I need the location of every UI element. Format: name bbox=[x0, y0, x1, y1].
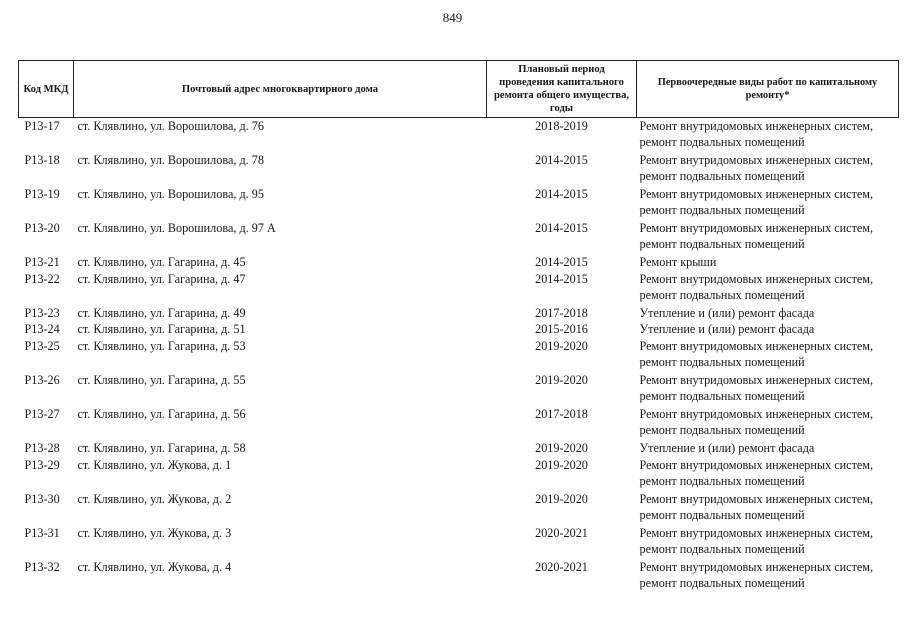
cell-code: Р13-26 bbox=[24, 373, 60, 387]
works-line: ремонт подвальных помещений bbox=[639, 389, 805, 403]
table-row bbox=[19, 559, 899, 593]
cell-period: 2014-2015 bbox=[535, 255, 588, 269]
works-line: ремонт подвальных помещений bbox=[639, 508, 805, 522]
cell-address: ст. Клявлино, ул. Гагарина, д. 47 bbox=[77, 272, 246, 286]
header-code: Код МКД bbox=[19, 61, 74, 118]
cell-works bbox=[637, 321, 899, 338]
table-row bbox=[19, 406, 899, 440]
works-line: Ремонт внутридомовых инженерных систем, bbox=[639, 492, 874, 506]
cell-period: 2020-2021 bbox=[535, 560, 588, 574]
cell-code: Р13-17 bbox=[24, 119, 60, 133]
cell-period: 2019-2020 bbox=[535, 339, 588, 353]
works-line: ремонт подвальных помещений bbox=[639, 237, 805, 251]
cell-code: Р13-29 bbox=[24, 458, 60, 472]
table-body bbox=[19, 118, 899, 594]
header-period: Плановый период проведения капитального ремонта общего имущества, годы bbox=[487, 61, 637, 118]
works-line: ремонт подвальных помещений bbox=[639, 542, 805, 556]
works-line: Ремонт внутридомовых инженерных систем, bbox=[639, 153, 874, 167]
cell-works bbox=[637, 186, 899, 220]
table-header bbox=[19, 61, 899, 118]
works-line: ремонт подвальных помещений bbox=[639, 474, 805, 488]
cell-works bbox=[637, 525, 899, 559]
cell-period: 2018-2019 bbox=[535, 119, 588, 133]
table-row bbox=[19, 321, 899, 338]
cell-period: 2019-2020 bbox=[535, 458, 588, 472]
cell-address: ст. Клявлино, ул. Гагарина, д. 49 bbox=[77, 306, 246, 320]
cell-works bbox=[637, 305, 899, 321]
works-line: Утепление и (или) ремонт фасада bbox=[639, 306, 815, 320]
cell-address: ст. Клявлино, ул. Жукова, д. 2 bbox=[77, 492, 232, 506]
cell-works bbox=[637, 220, 899, 254]
works-line: ремонт подвальных помещений bbox=[639, 355, 805, 369]
works-line: ремонт подвальных помещений bbox=[639, 423, 805, 437]
cell-works bbox=[637, 406, 899, 440]
cell-address: ст. Клявлино, ул. Ворошилова, д. 95 bbox=[77, 187, 264, 201]
cell-code: Р13-19 bbox=[24, 187, 60, 201]
cell-period: 2017-2018 bbox=[535, 306, 588, 320]
table-row bbox=[19, 152, 899, 186]
registry-table bbox=[18, 60, 899, 593]
table-row bbox=[19, 491, 899, 525]
cell-works bbox=[637, 271, 899, 305]
cell-code: Р13-20 bbox=[24, 221, 60, 235]
table-row bbox=[19, 457, 899, 491]
works-line: Ремонт внутридомовых инженерных систем, bbox=[639, 272, 874, 286]
cell-period: 2019-2020 bbox=[535, 441, 588, 455]
cell-code: Р13-24 bbox=[24, 322, 60, 336]
cell-code: Р13-22 bbox=[24, 272, 60, 286]
works-line: Утепление и (или) ремонт фасада bbox=[639, 322, 815, 336]
works-line: ремонт подвальных помещений bbox=[639, 135, 805, 149]
cell-period: 2017-2018 bbox=[535, 407, 588, 421]
cell-address: ст. Клявлино, ул. Гагарина, д. 45 bbox=[77, 255, 246, 269]
cell-code: Р13-25 bbox=[24, 339, 60, 353]
header-works: Первоочередные виды работ по капитальному ремонту* bbox=[637, 61, 899, 118]
cell-code: Р13-28 bbox=[24, 441, 60, 455]
cell-period: 2014-2015 bbox=[535, 187, 588, 201]
cell-works bbox=[637, 118, 899, 153]
table-row bbox=[19, 271, 899, 305]
cell-address: ст. Клявлино, ул. Жукова, д. 3 bbox=[77, 526, 232, 540]
works-line: Утепление и (или) ремонт фасада bbox=[639, 441, 815, 455]
cell-period: 2015-2016 bbox=[535, 322, 588, 336]
works-line: Ремонт внутридомовых инженерных систем, bbox=[639, 187, 874, 201]
works-line: Ремонт внутридомовых инженерных систем, bbox=[639, 119, 874, 133]
cell-works bbox=[637, 338, 899, 372]
works-line: Ремонт внутридомовых инженерных систем, bbox=[639, 373, 874, 387]
cell-address: ст. Клявлино, ул. Гагарина, д. 53 bbox=[77, 339, 246, 353]
works-line: Ремонт внутридомовых инженерных систем, bbox=[639, 407, 874, 421]
cell-address: ст. Клявлино, ул. Ворошилова, д. 97 А bbox=[77, 221, 276, 235]
works-line: ремонт подвальных помещений bbox=[639, 288, 805, 302]
works-line: Ремонт крыши bbox=[639, 255, 717, 269]
cell-period: 2014-2015 bbox=[535, 221, 588, 235]
works-line: ремонт подвальных помещений bbox=[639, 169, 805, 183]
page-number: 849 bbox=[442, 10, 463, 25]
works-line: Ремонт внутридомовых инженерных систем, bbox=[639, 526, 874, 540]
works-line: Ремонт внутридомовых инженерных систем, bbox=[639, 560, 874, 574]
cell-address: ст. Клявлино, ул. Ворошилова, д. 76 bbox=[77, 119, 264, 133]
works-line: Ремонт внутридомовых инженерных систем, bbox=[639, 339, 874, 353]
cell-address: ст. Клявлино, ул. Гагарина, д. 51 bbox=[77, 322, 246, 336]
cell-period: 2020-2021 bbox=[535, 526, 588, 540]
cell-code: Р13-18 bbox=[24, 153, 60, 167]
table-row bbox=[19, 525, 899, 559]
table-row bbox=[19, 220, 899, 254]
cell-code: Р13-23 bbox=[24, 306, 60, 320]
table-row bbox=[19, 254, 899, 271]
cell-works bbox=[637, 559, 899, 593]
cell-address: ст. Клявлино, ул. Гагарина, д. 55 bbox=[77, 373, 246, 387]
cell-code: Р13-32 bbox=[24, 560, 60, 574]
table-row bbox=[19, 305, 899, 321]
cell-works bbox=[637, 457, 899, 491]
cell-code: Р13-27 bbox=[24, 407, 60, 421]
table-row bbox=[19, 372, 899, 406]
cell-address: ст. Клявлино, ул. Ворошилова, д. 78 bbox=[77, 153, 264, 167]
cell-address: ст. Клявлино, ул. Жукова, д. 4 bbox=[77, 560, 232, 574]
table-row bbox=[19, 118, 899, 153]
cell-works bbox=[637, 254, 899, 271]
cell-code: Р13-30 bbox=[24, 492, 60, 506]
works-line: Ремонт внутридомовых инженерных систем, bbox=[639, 458, 874, 472]
cell-period: 2014-2015 bbox=[535, 153, 588, 167]
cell-works bbox=[637, 152, 899, 186]
cell-period: 2014-2015 bbox=[535, 272, 588, 286]
works-line: ремонт подвальных помещений bbox=[639, 203, 805, 217]
works-line: ремонт подвальных помещений bbox=[639, 576, 805, 590]
table-row bbox=[19, 186, 899, 220]
cell-code: Р13-31 bbox=[24, 526, 60, 540]
cell-period: 2019-2020 bbox=[535, 373, 588, 387]
cell-period: 2019-2020 bbox=[535, 492, 588, 506]
cell-address: ст. Клявлино, ул. Гагарина, д. 56 bbox=[77, 407, 246, 421]
cell-works bbox=[637, 440, 899, 457]
cell-works bbox=[637, 372, 899, 406]
table-row bbox=[19, 440, 899, 457]
cell-address: ст. Клявлино, ул. Гагарина, д. 58 bbox=[77, 441, 246, 455]
cell-address: ст. Клявлино, ул. Жукова, д. 1 bbox=[77, 458, 232, 472]
header-address: Почтовый адрес многоквартирного дома bbox=[74, 61, 487, 118]
cell-code: Р13-21 bbox=[24, 255, 60, 269]
works-line: Ремонт внутридомовых инженерных систем, bbox=[639, 221, 874, 235]
table-row bbox=[19, 338, 899, 372]
cell-works bbox=[637, 491, 899, 525]
